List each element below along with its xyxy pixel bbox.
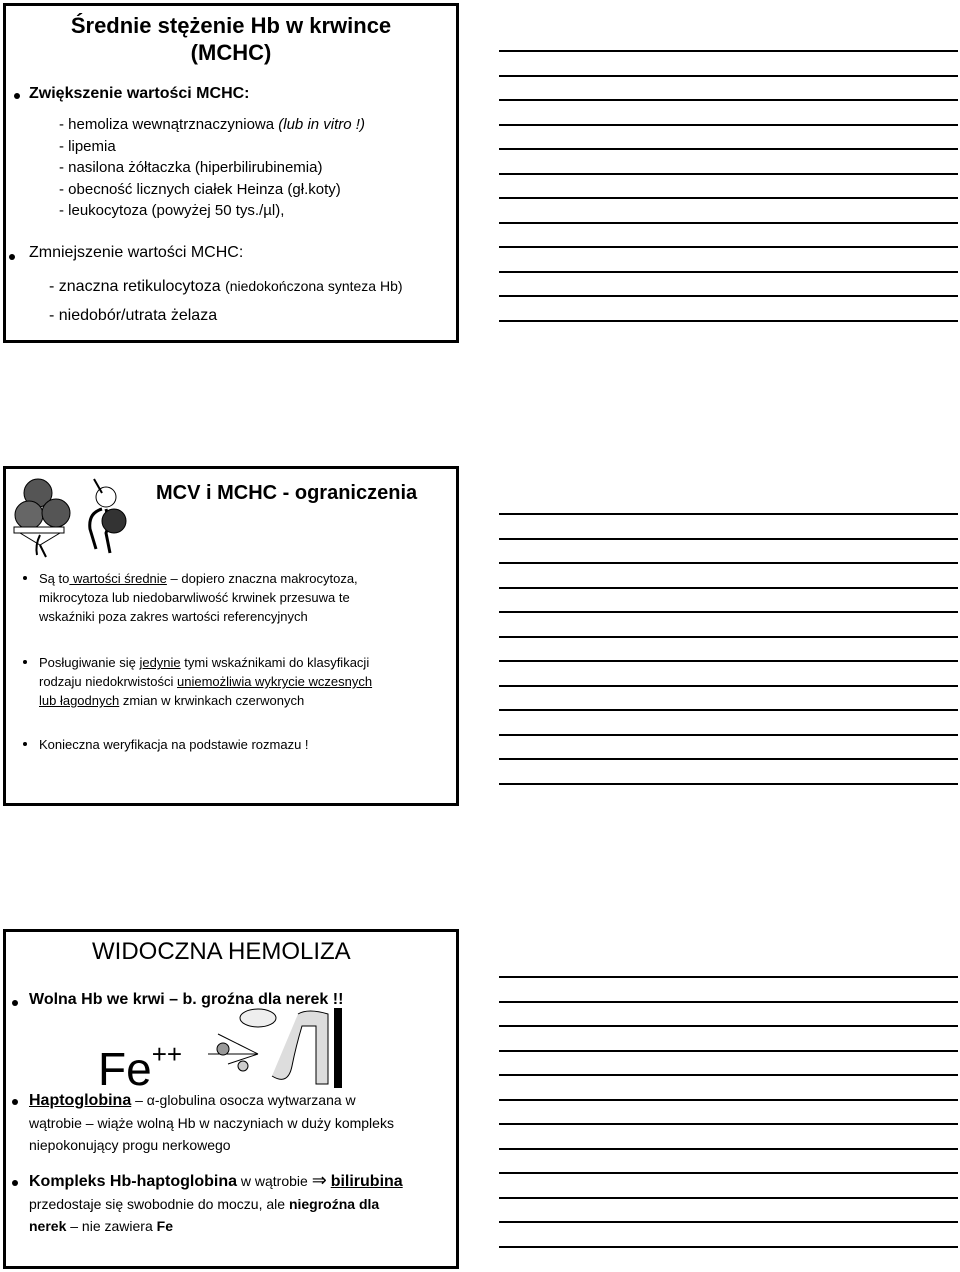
- list-item: - leukocytoza (powyżej 50 tys./µl),: [59, 202, 285, 219]
- note-line: [499, 513, 958, 515]
- note-line: [499, 1099, 958, 1101]
- note-line: [499, 587, 958, 589]
- paragraph-averages: Są to wartości średnie – dopiero znaczna makrocytoza, mikrocytoza lub niedobarwliwość krwinek przesuwa te wskaźniki poza zakres wartości referencyjnych: [39, 571, 358, 624]
- note-line: [499, 611, 958, 613]
- note-line: [499, 1001, 958, 1003]
- list-item: - hemoliza wewnątrznaczyniowa (lub in vitro !): [59, 116, 365, 133]
- note-line: [499, 1172, 958, 1174]
- slide-mchc: [3, 3, 459, 343]
- list-item: - niedobór/utrata żelaza: [49, 307, 218, 324]
- note-line: [499, 562, 958, 564]
- title-line-1: Średnie stężenie Hb w krwince: [70, 13, 392, 38]
- note-line: [499, 538, 958, 540]
- free-hb-warning: Wolna Hb we krwi – b. groźna dla nerek !!: [29, 991, 344, 1008]
- list-item: - znaczna retikulocytoza (niedokończona synteza Hb): [49, 278, 403, 295]
- note-line: [499, 976, 958, 978]
- note-line: [499, 1123, 958, 1125]
- note-line: [499, 636, 958, 638]
- note-line: [499, 734, 958, 736]
- note-line: [499, 148, 958, 150]
- note-line: [499, 50, 958, 52]
- note-line: [499, 271, 958, 273]
- slide-limitations: [3, 466, 459, 806]
- note-line: [499, 1050, 958, 1052]
- note-line: [499, 124, 958, 126]
- note-line: [499, 295, 958, 297]
- note-line: [499, 99, 958, 101]
- note-line: [499, 758, 958, 760]
- slide-title: WIDOCZNA HEMOLIZA: [92, 938, 351, 965]
- note-line: [499, 783, 958, 785]
- slide-hemolysis: [3, 929, 459, 1269]
- slide-title: MCV i MCHC - ograniczenia: [156, 482, 418, 504]
- increase-heading: Zwiększenie wartości MCHC:: [29, 85, 250, 102]
- list-item: - nasilona żółtaczka (hiperbilirubinemia): [59, 159, 323, 176]
- bullet-dot: [23, 576, 27, 580]
- note-line: [499, 660, 958, 662]
- fe-symbol: Fe++: [98, 1039, 183, 1095]
- note-line: [499, 1197, 958, 1199]
- list-item: - lipemia: [59, 137, 116, 155]
- note-line: [499, 197, 958, 199]
- bullet-dot: [23, 742, 27, 746]
- note-line: [499, 75, 958, 77]
- hemolysis-kidney-illustration-icon: [188, 1004, 348, 1094]
- note-line: [499, 1074, 958, 1076]
- note-line: [499, 1246, 958, 1248]
- bullet-dot: [14, 93, 20, 99]
- paragraph-usage: Posługiwanie się jedynie tymi wskaźnikami do klasyfikacji rodzaju niedokrwistości uniemożliwia wykrycie wczesnych lub łagodnych zmian w krwinkach czerwonych: [39, 655, 373, 708]
- increase-list: [59, 114, 365, 222]
- list-item: - obecność licznych ciałek Heinza (gł.koty): [59, 180, 341, 198]
- paragraph-verification: Konieczna weryfikacja na podstawie rozmazu !: [39, 737, 309, 752]
- note-line: [499, 709, 958, 711]
- haptoglobin-paragraph: Haptoglobina – α-globulina osocza wytwarzana w wątrobie – wiąże wolną Hb w naczyniach w duży kompleks niepokonujący progu nerkowego: [29, 1092, 394, 1153]
- note-line: [499, 222, 958, 224]
- note-line: [499, 685, 958, 687]
- cartoon-illustration-icon: [10, 475, 145, 561]
- decrease-list: [49, 272, 403, 330]
- note-line: [499, 1025, 958, 1027]
- slide-title: [6, 12, 456, 66]
- note-line: [499, 1221, 958, 1223]
- note-line: [499, 246, 958, 248]
- note-line: [499, 320, 958, 322]
- note-line: [499, 1148, 958, 1150]
- bullet-dot: [12, 1000, 18, 1006]
- decrease-heading: Zmniejszenie wartości MCHC:: [29, 244, 244, 261]
- bullet-dot: [9, 254, 15, 260]
- bullet-dot: [23, 660, 27, 664]
- bullet-dot: [12, 1180, 18, 1186]
- bullet-dot: [12, 1099, 18, 1105]
- arrow-icon: ⇒: [311, 1170, 327, 1190]
- title-line-2: (MCHC): [190, 40, 272, 65]
- complex-paragraph: Kompleks Hb-haptoglobina w wątrobie ⇒ bilirubina przedostaje się swobodnie do moczu, ale niegroźna dla nerek – nie zawiera Fe: [29, 1170, 403, 1234]
- note-line: [499, 173, 958, 175]
